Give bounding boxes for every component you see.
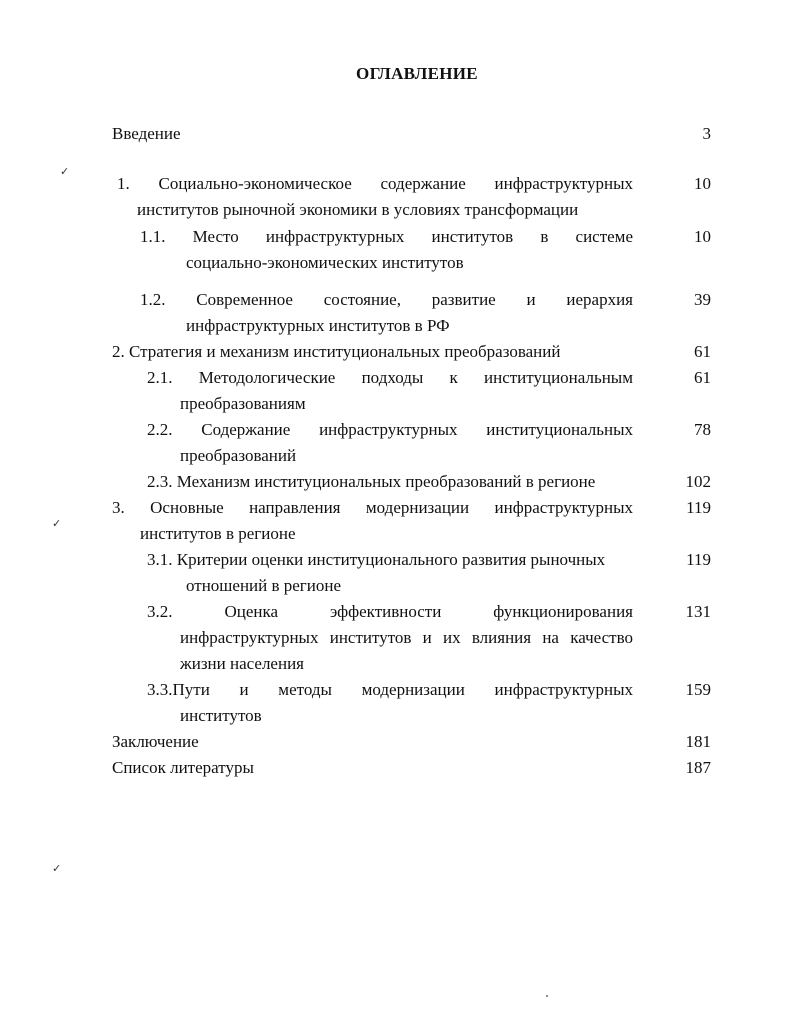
toc-s33-line2: институтов	[180, 706, 262, 725]
toc-s33-page: 159	[685, 680, 711, 699]
margin-check-mark: ✓	[52, 518, 62, 530]
toc-conclusion-label: Заключение	[112, 732, 199, 751]
page-title: ОГЛАВЛЕНИЕ	[356, 64, 478, 83]
toc-s2-page: 61	[694, 342, 711, 361]
toc-s32-line3: жизни населения	[180, 654, 304, 673]
toc-s11-page: 10	[694, 227, 711, 246]
toc-s32-page: 131	[685, 602, 711, 621]
toc-s33-line1: 3.3.Пути и методы модернизации инфраструктурных	[147, 680, 633, 699]
toc-s3-page: 119	[686, 498, 711, 517]
toc-s11-line1: 1.1. Место инфраструктурных институтов в системе	[140, 227, 633, 246]
toc-s21-page: 61	[694, 368, 711, 387]
toc-s11-line2: социально-экономических институтов	[186, 253, 464, 272]
scan-speck	[546, 995, 548, 997]
toc-s1-page: 10	[694, 174, 711, 193]
toc-s31-line1: 3.1. Критерии оценки институционального развития рыночных	[147, 550, 606, 569]
toc-s22-line1: 2.2. Содержание инфраструктурных институциональных	[147, 420, 633, 439]
toc-s3-line1: 3. Основные направления модернизации инфраструктурных	[112, 498, 633, 517]
toc-s2-line1: 2. Стратегия и механизм институциональных преобразований	[112, 342, 561, 361]
toc-s23-line1: 2.3. Механизм институциональных преобразований в регионе	[147, 472, 596, 491]
toc-s23-page: 102	[685, 472, 711, 491]
toc-references-label: Список литературы	[112, 758, 254, 777]
toc-s22-page: 78	[694, 420, 711, 439]
toc-s32-line2: инфраструктурных институтов и их влияния на качество	[180, 628, 633, 647]
toc-references-page: 187	[685, 758, 711, 777]
margin-check-mark: ✓	[52, 863, 62, 875]
toc-s12-line1: 1.2. Современное состояние, развитие и иерархия	[140, 290, 633, 309]
toc-s3-line2: институтов в регионе	[140, 524, 296, 543]
toc-conclusion-page: 181	[685, 732, 711, 751]
toc-s21-line2: преобразованиям	[180, 394, 306, 413]
toc-s31-page: 119	[686, 550, 711, 569]
toc-s32-line1: 3.2. Оценка эффективности функционирования	[147, 602, 633, 621]
toc-s1-line1: 1. Социально-экономическое содержание инфраструктурных	[117, 174, 633, 193]
toc-intro-label: Введение	[112, 124, 181, 143]
margin-check-mark: ✓	[60, 166, 70, 178]
toc-s31-line2: отношений в регионе	[186, 576, 342, 595]
toc-s22-line2: преобразований	[180, 446, 297, 465]
toc-s12-page: 39	[694, 290, 711, 309]
toc-intro-page: 3	[702, 124, 711, 143]
toc-s21-line1: 2.1. Методологические подходы к институциональным	[147, 368, 633, 387]
toc-s1-line2: институтов рыночной экономики в условиях трансформации	[137, 200, 579, 219]
toc-s12-line2: инфраструктурных институтов в РФ	[186, 316, 450, 335]
